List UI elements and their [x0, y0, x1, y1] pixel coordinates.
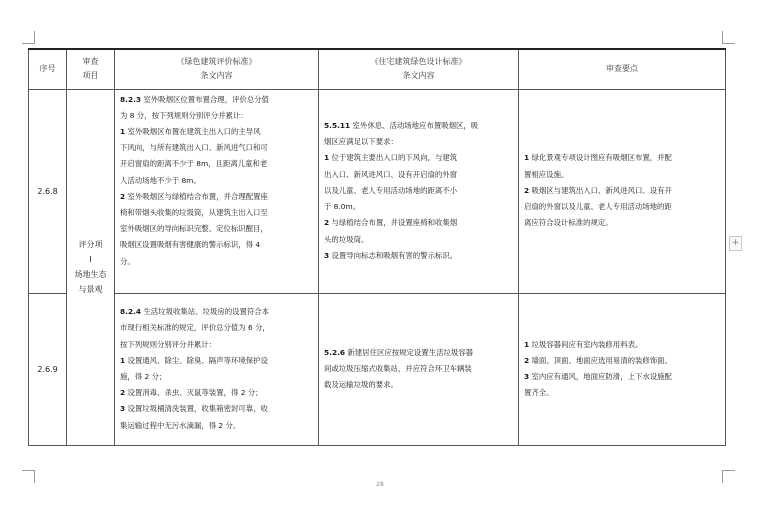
expand-plus-button[interactable]: + [729, 236, 742, 251]
clause-line [324, 118, 513, 134]
clause-line [120, 418, 313, 434]
clause-line [524, 337, 720, 353]
clause-line [120, 385, 313, 401]
header-standard-a-sub: 条文内容 [200, 71, 233, 81]
clause-text: 市现行相关标准的规定，评价总分值为 6 分， [120, 323, 270, 333]
clause-text: 下风向，与所有建筑出入口、新风进气口和可 [120, 143, 268, 153]
category-line: 与景观 [78, 285, 103, 294]
clause-text: 间或垃圾压缩式收集站，并应符合环卫车辆装 [324, 363, 472, 373]
clause-line [120, 173, 313, 189]
clause-line [324, 248, 513, 264]
clause-line [324, 361, 513, 377]
clause-text: 离应符合设计标准的规定。 [524, 218, 613, 228]
clause-line [324, 377, 513, 393]
clause-line [120, 304, 313, 320]
clause-text: 为 8 分，按下列规则分别评分并累计： [120, 110, 248, 120]
clause-line [120, 140, 313, 156]
header-review-item-line: 审查 [82, 57, 99, 67]
clause-text: 头的垃圾筒。 [324, 234, 369, 244]
clause-text: 开启窗扇的距离不少于 8m，且距离儿童和老 [120, 159, 268, 169]
clause-text: 设置消毒、杀虫、灭鼠等装置，得 2 分； [125, 388, 263, 398]
category-line: I [89, 255, 92, 264]
clause-number: 2 [524, 355, 530, 365]
category-line: 评分项 [78, 240, 103, 249]
clause-number: 3 [120, 404, 126, 414]
clause-text: 室外吸烟区布置在建筑主出入口的主导风 [125, 126, 261, 136]
table-row [29, 89, 726, 293]
clause-line [524, 183, 720, 199]
gbes-clause-cell [115, 293, 319, 445]
clause-number: 2 [324, 218, 330, 228]
clause-text: 烟区应满足以下要求： [324, 137, 398, 147]
clause-text: 置齐全。 [524, 388, 554, 398]
clause-line [120, 108, 313, 124]
clause-line [524, 167, 720, 183]
clause-line [120, 221, 313, 237]
clause-number: 8.2.4 [120, 307, 142, 317]
clause-line [324, 134, 513, 150]
clause-line [524, 215, 720, 231]
header-key-points: 审查要点 [519, 49, 726, 89]
clause-line [324, 167, 513, 183]
clause-line [324, 183, 513, 199]
clause-line [524, 385, 720, 401]
clause-text: 吸烟区设置吸烟有害健康的警示标识，得 4 [120, 240, 261, 250]
clause-line [524, 199, 720, 215]
clause-line [120, 320, 313, 336]
row-number: 2.6.8 [29, 89, 67, 293]
clause-text: 绿化景观专项设计图应有吸烟区布置，并配 [529, 153, 672, 163]
clause-text: 出入口、新风进风口、设有开启扇的外窗 [324, 169, 458, 179]
clause-line [324, 345, 513, 361]
header-standard-b-title: 《住宅建筑绿色设计标准》 [370, 57, 467, 67]
clause-number: 1 [524, 153, 530, 163]
clause-line [120, 124, 313, 140]
crop-mark-top-left [22, 31, 35, 44]
clause-text: 室外休息、活动场地应布置吸烟区，吸 [350, 121, 479, 131]
clause-number: 1 [120, 355, 126, 365]
clause-number: 2 [524, 185, 530, 195]
clause-line [120, 369, 313, 385]
clause-text: 于 8.0m。 [324, 202, 361, 212]
clause-line [120, 92, 313, 108]
clause-text: 施，得 2 分； [120, 372, 167, 381]
header-green-building-standard [115, 49, 319, 89]
clause-number: 5.5.11 [324, 121, 351, 131]
clause-text: 室外吸烟区位置布置合理，评价总分值 [141, 94, 270, 104]
clause-line [120, 189, 313, 205]
clause-line [324, 199, 513, 215]
clause-line [524, 353, 720, 369]
crop-mark-top-right [722, 31, 735, 44]
row-number: 2.6.9 [29, 293, 67, 445]
clause-text: 置相应设施。 [524, 169, 569, 179]
header-review-item-line: 项目 [82, 71, 99, 81]
clause-text: 与绿植结合布置，并设置座椅和收集烟 [329, 218, 458, 228]
clause-text: 墙面、顶面、地面应选用易清的装修饰面。 [529, 355, 672, 365]
clause-line [120, 237, 313, 253]
clause-line [120, 254, 313, 270]
residential-clause-cell [319, 89, 519, 293]
clause-number: 1 [524, 339, 530, 349]
clause-line [120, 205, 313, 221]
clause-text: 设置导向标志和吸烟有害的警示标识。 [329, 250, 458, 260]
clause-text: 室外吸烟区的导向标识完整、定位标识醒目， [120, 224, 268, 234]
header-standard-b-sub: 条文内容 [402, 71, 435, 81]
clause-text: 位于建筑主要出入口的下风向，与建筑 [329, 153, 458, 163]
clause-line [120, 337, 313, 353]
clause-line [324, 232, 513, 248]
category-line: 场地生态 [74, 270, 107, 279]
clause-text: 设置通风、除尘、除臭、隔声等环境保护设 [125, 355, 268, 365]
clause-line [120, 401, 313, 417]
clause-line [324, 150, 513, 166]
clause-text: 吸烟区与建筑出入口、新风进风口、设有开 [529, 185, 672, 195]
clause-text: 室外吸烟区与绿植结合布置，并合理配置座 [125, 191, 268, 201]
clause-number: 1 [324, 153, 330, 163]
category-cell [67, 89, 115, 445]
clause-text: 人活动场地不少于 8m。 [120, 175, 201, 185]
clause-text: 垃圾容器间应有室内装修用料表。 [529, 339, 643, 349]
clause-number: 5.2.6 [324, 347, 346, 357]
review-table [28, 48, 726, 446]
key-points-cell [519, 293, 726, 445]
table-row [29, 293, 726, 445]
clause-number: 8.2.3 [120, 94, 142, 104]
clause-number: 2 [120, 388, 126, 398]
header-residential-standard [319, 49, 519, 89]
clause-number: 1 [120, 126, 126, 136]
table-header-row [29, 49, 726, 89]
clause-text: 室内应有通风，地面应防滑，上下水设施配 [529, 372, 672, 381]
key-points-cell [519, 89, 726, 293]
clause-text: 生活垃圾收集站、垃圾房的设置符合本 [141, 307, 270, 317]
clause-number: 3 [524, 372, 530, 381]
clause-number: 3 [324, 250, 330, 260]
clause-line [120, 353, 313, 369]
clause-text: 分。 [120, 256, 135, 266]
clause-text: 集运输过程中无污水滴漏，得 2 分。 [120, 420, 241, 430]
clause-text: 启扇的外窗以及儿童、老人专用活动场地的距 [524, 202, 672, 212]
clause-line [120, 156, 313, 172]
clause-line [524, 369, 720, 385]
header-standard-a-title: 《绿色建筑评价标准》 [176, 57, 257, 67]
clause-text: 以及儿童、老人专用活动场地的距离不小 [324, 185, 458, 195]
clause-line [324, 215, 513, 231]
clause-text: 椅和带烟头收集的垃圾筒，从建筑主出入口至 [120, 207, 268, 217]
clause-text: 设置垃圾桶清洗装置，收集箱密封可靠，收 [125, 404, 268, 414]
page-number: 28 [376, 481, 384, 488]
clause-line [524, 150, 720, 166]
clause-number: 2 [120, 191, 126, 201]
clause-text: 载及运输垃圾的要求。 [324, 380, 398, 390]
clause-text: 按下列规则分别评分并累计： [120, 339, 217, 349]
residential-clause-cell [319, 293, 519, 445]
gbes-clause-cell [115, 89, 319, 293]
header-review-item [67, 49, 115, 89]
clause-text: 新建居住区应按规定设置生活垃圾容器 [345, 347, 474, 357]
header-seq: 序号 [29, 49, 67, 89]
